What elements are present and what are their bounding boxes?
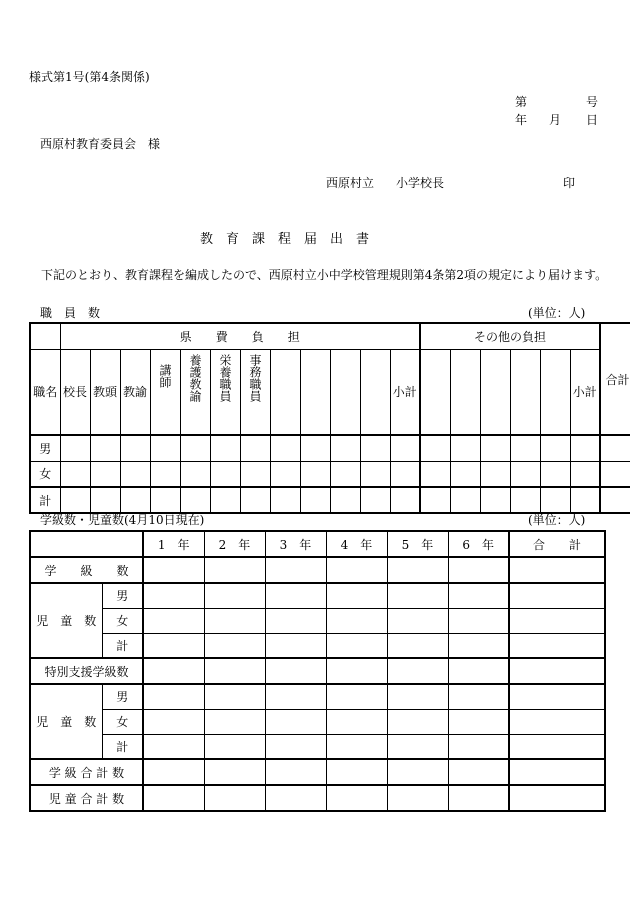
col-blank: [480, 349, 510, 435]
col-blank: [420, 349, 450, 435]
staff-unit: (単位：人): [528, 306, 586, 320]
special-children-female-row: [30, 709, 605, 734]
special-children-female-label: 女: [102, 709, 143, 734]
grade-3: 3 年: [265, 531, 326, 557]
school-principal: 小学校長: [396, 176, 445, 190]
special-class-label: 特別支援学級数: [30, 658, 143, 684]
col-lecturer: 講師: [150, 349, 180, 435]
date-month: 月: [549, 113, 562, 127]
job-label: 職名: [30, 349, 60, 435]
classes-corner: [30, 531, 143, 557]
special-children-total-label: 計: [102, 734, 143, 759]
grade-5: 5 年: [387, 531, 448, 557]
col-blank: [330, 349, 360, 435]
grade-6: 6 年: [448, 531, 509, 557]
special-children-total-row: [30, 734, 605, 759]
number-go: 号: [586, 95, 599, 109]
class-total-label: 学 級 合 計 数: [30, 759, 143, 785]
staff-row-male: [30, 435, 630, 461]
children-female-row: [30, 608, 605, 633]
children-male-label: 男: [102, 583, 143, 608]
row-label-total: 計: [30, 487, 60, 513]
col-blank: [300, 349, 330, 435]
children-male-row: [30, 583, 605, 608]
col-clerical-staff: 事務職員: [240, 349, 270, 435]
number-dai: 第: [515, 95, 528, 109]
classes-heading: 学級数・児童数(4月10日現在): [40, 513, 205, 527]
row-label-female: 女: [30, 461, 60, 487]
grade-4: 4 年: [326, 531, 387, 557]
form-label: 様式第1号(第4条関係): [29, 70, 150, 84]
class-count-label: 学 級 数: [30, 557, 143, 583]
class-total-row: [30, 759, 605, 785]
staff-heading: 職 員 数: [40, 306, 101, 320]
classes-unit: (単位：人): [528, 513, 586, 527]
staff-corner: [30, 323, 60, 349]
body-text: 下記のとおり、教育課程を編成したので、西原村立小中学校管理規則第4条第2項の規定により届けます。: [41, 268, 608, 282]
row-label-male: 男: [30, 435, 60, 461]
children-total-label: 計: [102, 633, 143, 658]
col-blank: [270, 349, 300, 435]
col-blank: [450, 349, 480, 435]
col-principal: 校長: [60, 349, 90, 435]
other-burden-header: その他の負担: [420, 323, 600, 349]
col-blank: [360, 349, 390, 435]
school-village: 西原村立: [326, 176, 375, 190]
date-day: 日: [586, 113, 599, 127]
special-children-male-label: 男: [102, 684, 143, 709]
special-class-row: [30, 658, 605, 684]
col-nutrition-staff: 栄養職員: [210, 349, 240, 435]
col-subtotal-other: 小計: [570, 349, 600, 435]
staff-total-header: 合計: [600, 323, 630, 435]
children-grand-total-label: 児 童 合 計 数: [30, 785, 143, 811]
grade-1: 1 年: [143, 531, 204, 557]
children-female-label: 女: [102, 608, 143, 633]
grade-total: 合 計: [509, 531, 605, 557]
classes-header-row: [30, 531, 605, 557]
col-blank: [510, 349, 540, 435]
col-blank: [540, 349, 570, 435]
special-children-male-row: [30, 684, 605, 709]
prefecture-burden-header: 県 費 負 担: [60, 323, 420, 349]
staff-table: [29, 322, 630, 514]
seal-mark: 印: [563, 176, 576, 190]
col-subtotal-prefecture: 小計: [390, 349, 420, 435]
children-label: 児 童 数: [30, 583, 102, 658]
col-vice-principal: 教頭: [90, 349, 120, 435]
document-title: 教 育 課 程 届 出 書: [200, 232, 370, 247]
children-grand-total-row: [30, 785, 605, 811]
col-nurse-teacher: 養護教諭: [180, 349, 210, 435]
class-count-row: [30, 557, 605, 583]
grade-2: 2 年: [204, 531, 265, 557]
classes-table: [29, 530, 606, 812]
addressee: 西原村教育委員会 様: [40, 137, 161, 151]
date-year: 年: [515, 113, 528, 127]
staff-row-female: [30, 461, 630, 487]
staff-row-total: [30, 487, 630, 513]
children-total-row: [30, 633, 605, 658]
col-teacher: 教諭: [120, 349, 150, 435]
special-children-label: 児 童 数: [30, 684, 102, 759]
